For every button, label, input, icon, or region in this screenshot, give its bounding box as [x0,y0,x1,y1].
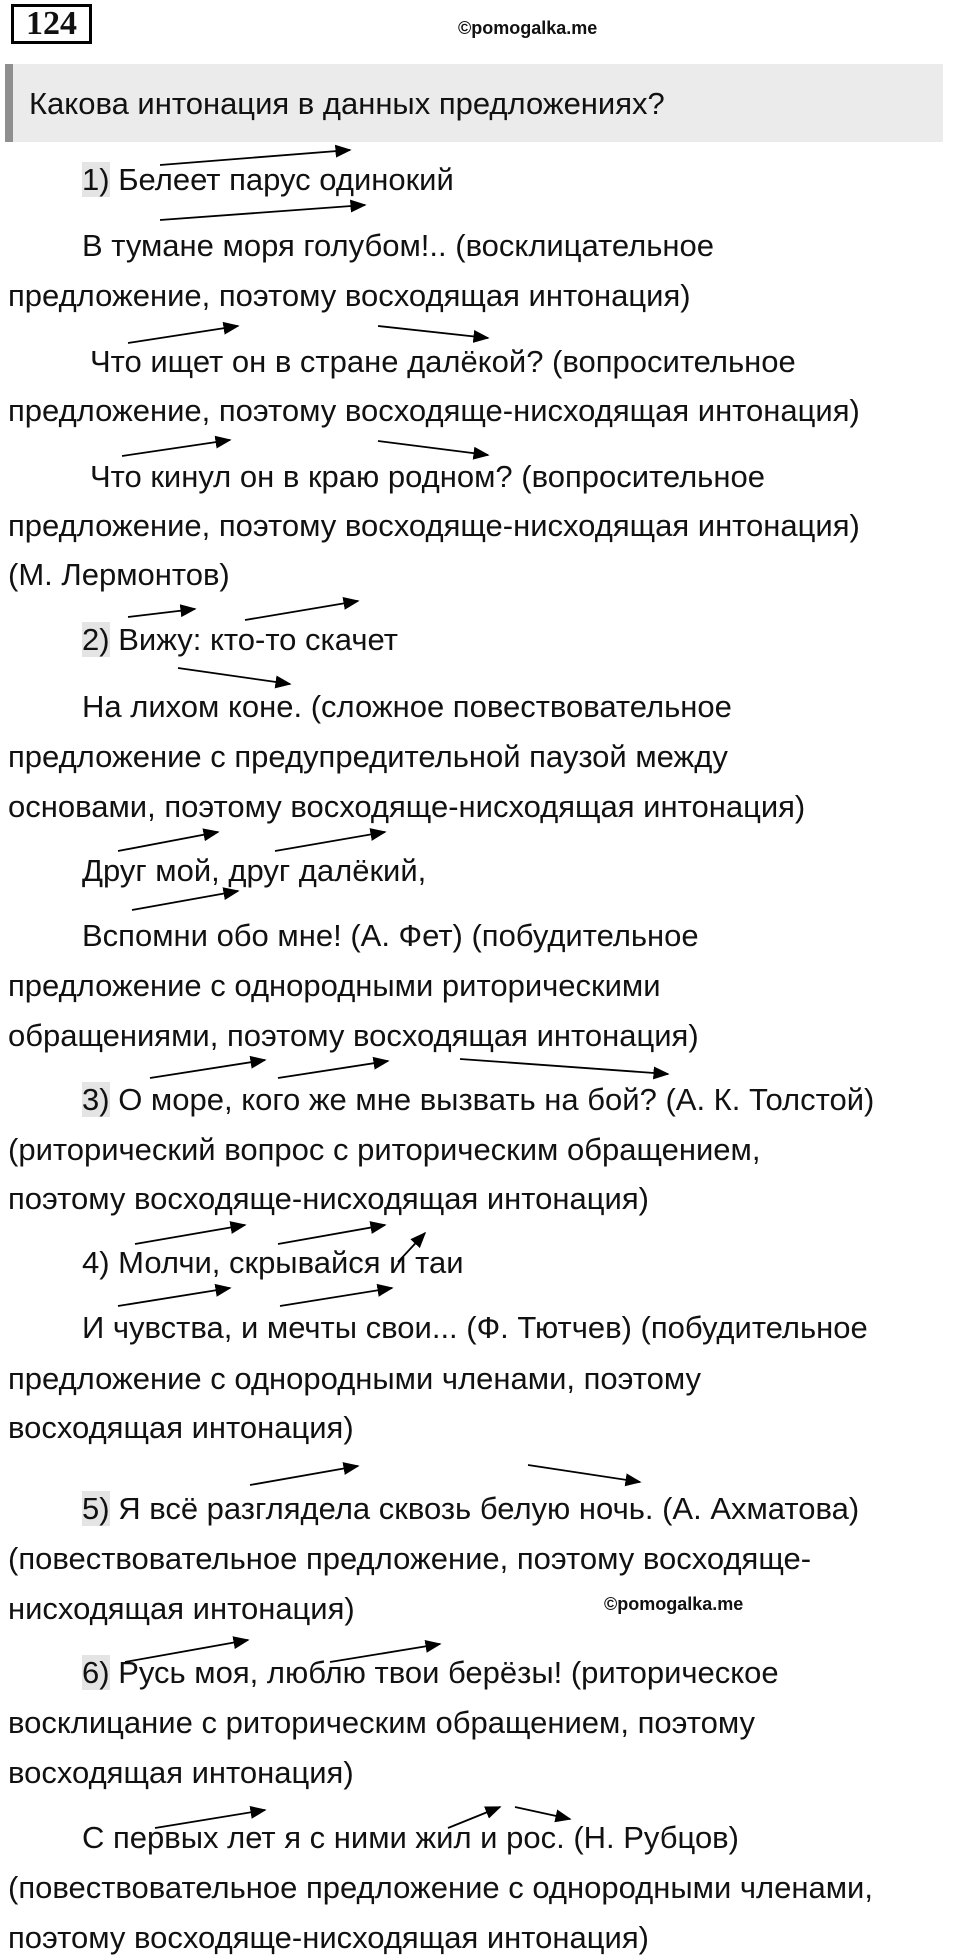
arrow-rising [330,1644,440,1662]
item-number: 5) [82,1491,110,1526]
line-10: На лихом коне. (сложное повествовательное [82,689,732,724]
arrow-rising [275,832,385,851]
arrow-rising [150,1060,265,1078]
line-12: основами, поэтому восходяще-нисходящая интонация) [8,789,806,824]
item-number: 1) [82,162,110,197]
arrow-rising [250,1466,358,1485]
arrow-rising [132,891,238,910]
line-15: предложение с однородными риторическими [8,968,661,1003]
arrow-rising [278,1061,388,1078]
item-number: 3) [82,1082,110,1117]
arrow-rising [118,832,218,851]
line-text: Я всё разглядела сквозь белую ночь. (А. Ахматова) [118,1491,860,1526]
line-28: восклицание с риторическим обращением, поэтому [8,1705,755,1740]
question-text: Какова интонация в данных предложениях? [29,86,665,121]
line-31: (повествовательное предложение с однородными членами, [8,1870,873,1905]
arrow-rising [160,205,365,220]
line-21: И чувства, и мечты свои... (Ф. Тютчев) (побудительное [82,1310,868,1345]
line-text: Белеет парус одинокий [118,162,454,197]
arrow-falling [378,441,488,455]
arrow-rising [125,1640,248,1662]
line-text: О море, кого же мне вызвать на бой? (А. К. Толстой) [118,1082,875,1117]
arrow-rising [118,1288,230,1306]
line-3: предложение, поэтому восходящая интонация) [8,278,691,313]
item-number: 6) [82,1655,110,1690]
watermark-middle: ©pomogalka.me [604,1594,744,1614]
line-4: Что ищет он в стране далёкой? (вопросительное [90,344,796,379]
arrow-rising [128,326,238,343]
line-text: Вижу: кто-то скачет [118,622,398,657]
arrow-rising [398,1233,425,1262]
arrow-falling [460,1059,668,1074]
line-20: 4) Молчи, скрывайся и таи [82,1245,464,1280]
line-22: предложение с однородными членами, поэтому [8,1361,702,1396]
line-19: поэтому восходяще-нисходящая интонация) [8,1181,649,1216]
arrow-rising [278,1225,385,1244]
line-6: Что кинул он в краю родном? (вопросительное [90,459,765,494]
arrow-rising [280,1288,392,1306]
arrow-rising [245,601,358,620]
line-18: (риторический вопрос с риторическим обращением, [8,1132,761,1167]
arrow-rising [448,1807,500,1828]
line-16: обращениями, поэтому восходящая интонация) [8,1018,699,1053]
arrow-rising [128,609,195,617]
arrow-falling [528,1465,640,1482]
arrow-rising [122,440,230,456]
arrow-falling [178,668,290,684]
line-5: предложение, поэтому восходяще-нисходящая интонация) [8,393,860,428]
arrow-rising [155,1810,265,1828]
line-26: нисходящая интонация) [8,1591,355,1626]
line-32: поэтому восходяще-нисходящая интонация) [8,1920,649,1955]
arrow-rising [135,1225,245,1244]
arrow-falling [378,326,488,338]
task-number: 124 [11,4,92,44]
item-number: 2) [82,622,110,657]
line-23: восходящая интонация) [8,1410,354,1445]
watermark-top: ©pomogalka.me [458,18,598,38]
arrow-falling [515,1807,570,1819]
line-2: В тумане моря голубом!.. (восклицательное [82,228,714,263]
line-13: Друг мой, друг далёкий, [82,853,427,888]
line-14: Вспомни обо мне! (А. Фет) (побудительное [82,918,699,953]
line-text: Русь моя, люблю твои берёзы! (риторическое [118,1655,779,1690]
line-29: восходящая интонация) [8,1755,354,1790]
line-7: предложение, поэтому восходяще-нисходящая интонация) [8,508,860,543]
line-11: предложение с предупредительной паузой между [8,739,728,774]
line-30: С первых лет я с ними жил и рос. (Н. Рубцов) [82,1820,739,1855]
arrow-rising [160,150,350,165]
line-25: (повествовательное предложение, поэтому восходяще- [8,1541,812,1576]
line-8: (М. Лермонтов) [8,557,230,592]
